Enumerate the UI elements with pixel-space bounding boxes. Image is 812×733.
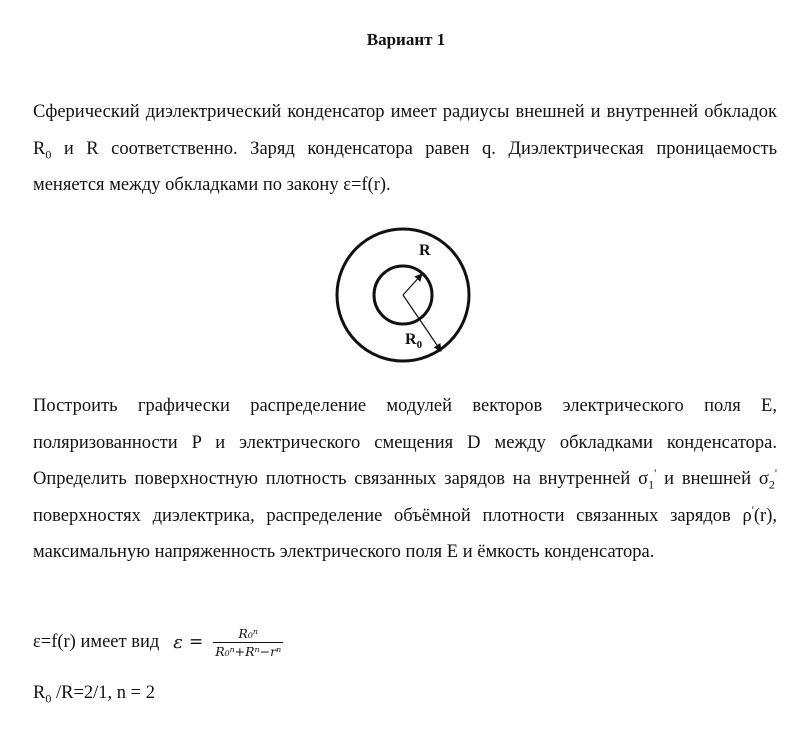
task-text-1: Построить графически распределение модулей векторов электрического поля E, поляризованности P и электрического смещения D между обкладками конденсатора. Определить поверхностную плотность связанных зарядов на внутренней σ: [33, 396, 777, 489]
task-text-2: и внешней σ: [656, 469, 769, 489]
sigma2-sub: 2: [768, 477, 775, 492]
statement-text-2: и R соответственно. Заряд конденсатора равен q. Диэлектрическая проницаемость меняется между обкладками по закону ε=f(r).: [33, 138, 777, 195]
task-text-4: (r), максимальную напряженность электрического поля E и ёмкость конденсатора.: [33, 505, 777, 562]
inner-radius-label: R: [419, 242, 431, 259]
variant-title: Вариант 1: [366, 30, 446, 49]
formula-fraction: [215, 626, 281, 659]
sigma1-prime: ': [654, 465, 657, 480]
task-statement: [33, 388, 777, 571]
formula-numerator: R₀ⁿ: [213, 626, 283, 643]
problem-statement: [33, 94, 777, 204]
formula-denominator: R₀ⁿ+Rⁿ−rⁿ: [215, 643, 282, 659]
permittivity-formula: [33, 620, 281, 664]
statement-text-1: Сферический диэлектрический конденсатор имеет радиусы внешней и внутренней обкладок R: [33, 102, 777, 159]
formula-equals: =: [188, 632, 204, 652]
parameters-line: [33, 683, 155, 704]
task-text-3: поверхностях диэлектрика, распределение объёмной плотности связанных зарядов ρ: [33, 505, 752, 526]
capacitor-svg: [333, 220, 473, 370]
ratio-r: R: [33, 683, 46, 703]
outer-radius-sub: 0: [416, 339, 423, 351]
sigma2-prime: ': [774, 465, 777, 480]
ratio-rest: /R=2/1, n = 2: [51, 683, 155, 703]
ratio-r-sub: 0: [45, 691, 52, 706]
outer-radius-label: [405, 331, 423, 351]
formula-lhs: ε: [173, 631, 183, 653]
outer-radius-letter: R: [405, 331, 417, 348]
formula-prefix: ε=f(r) имеет вид: [33, 631, 160, 652]
r0-subscript: 0: [45, 147, 52, 162]
inner-radius-arrow: [403, 274, 422, 295]
rho-prime: ': [751, 502, 754, 517]
sigma1-sub: 1: [648, 477, 655, 492]
capacitor-diagram: [333, 220, 473, 370]
